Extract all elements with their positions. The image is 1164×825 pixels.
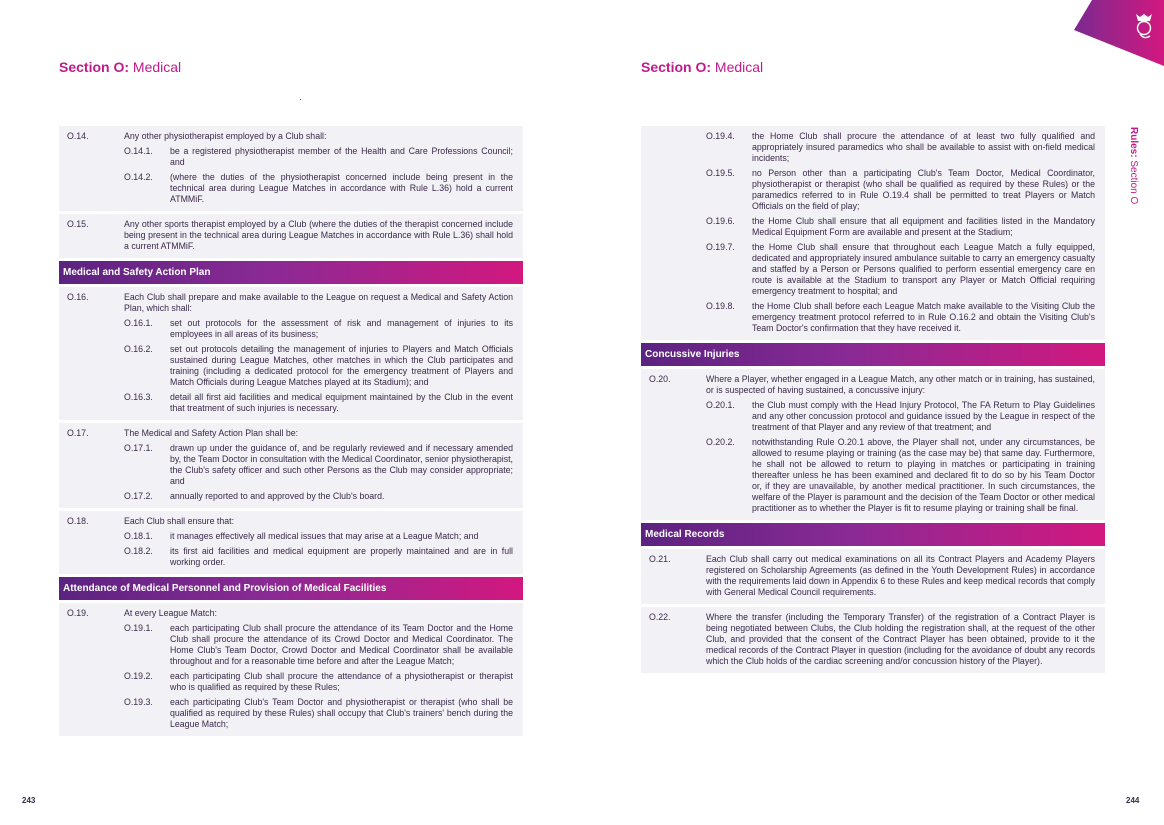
sub-rule xyxy=(124,671,513,693)
rule-number: O.19. xyxy=(67,608,89,618)
sub-rule-number: O.14.1. xyxy=(124,146,153,156)
sub-rule xyxy=(124,392,513,414)
rule-number: O.21. xyxy=(649,554,671,564)
rule-block xyxy=(59,126,523,211)
rule-text: Each Club shall carry out medical examinations on all its Contract Players and Academy Players registered on Scholarship Agreements (as defined in the Youth Development Rules) in accordance with the requirements laid down in Appendix 6 to these Rules and keep medical records that comply with General Medical Council requirements. xyxy=(706,554,1095,597)
rule-number: O.20. xyxy=(649,374,671,384)
left-column xyxy=(59,126,523,739)
sub-rule xyxy=(124,697,513,730)
sub-rule xyxy=(124,172,513,205)
sub-rule xyxy=(706,400,1095,433)
sub-rule-text: the Home Club shall ensure that throughout each League Match a fully equipped, dedicated and appropriately insured ambulance suitable to carry an emergency casualty and staffed by a Person or Persons qualified to perform essential emergency care en route is available at the Stadium to transport any Player or Match Official requiring emergency treatment to hospital; and xyxy=(752,242,1095,296)
sub-rule-number: O.19.6. xyxy=(706,216,735,226)
sub-rule xyxy=(124,443,513,487)
sub-rule-text: each participating Club shall procure the attendance of its Team Doctor and the Home Club shall procure the attendance of its Crowd Doctor and Medical Coordinator. The Home Club's Team Doctor, Crowd Doctor and Medical Coordinator shall be available throughout and for a reasonable time before and after the League Match; xyxy=(170,623,513,666)
sub-rule-number: O.19.1. xyxy=(124,623,153,633)
section-heading: Medical Records xyxy=(641,523,1105,546)
sub-rule-number: O.18.2. xyxy=(124,546,153,556)
sub-rule-text: its first aid facilities and medical equipment are properly maintained and are in full working order. xyxy=(170,546,513,567)
sub-rule xyxy=(124,531,513,542)
rule-text: Each Club shall ensure that: xyxy=(124,516,235,526)
sub-rule xyxy=(706,437,1095,514)
sub-rule-number: O.20.1. xyxy=(706,400,735,410)
section-title-right: Section O: Medical xyxy=(641,59,764,75)
rule-number xyxy=(649,131,706,334)
rule-number: O.15. xyxy=(67,219,89,229)
sub-rule-number: O.19.5. xyxy=(706,168,735,178)
sub-rule-text: each participating Club shall procure the attendance of a physiotherapist or therapist who is qualified as required by these Rules; xyxy=(170,671,513,692)
rule-number: O.22. xyxy=(649,612,671,622)
rule-block xyxy=(641,369,1105,520)
section-heading: Medical and Safety Action Plan xyxy=(59,261,523,284)
sub-rule-number: O.16.3. xyxy=(124,392,153,402)
sub-rule-text: notwithstanding Rule O.20.1 above, the Player shall not, under any circumstances, be allowed to resume playing or training (as the case may be) that same day. Furthermore, he shall not be allowed to return to playing in matches or participating in training thereafter unless he has been examined and declared fit to do so by his Team Doctor or, if they are unavailable, by another medical practitioner. In such circumstances, the welfare of the Player is paramount and the decision of the Team Doctor or other medical practitioner as to whether the Player is fit to resume playing or training shall be final. xyxy=(752,437,1095,513)
page-number-right: 244 xyxy=(1126,796,1140,805)
sub-rule xyxy=(706,131,1095,164)
sub-rule-number: O.19.3. xyxy=(124,697,153,707)
corner-ribbon xyxy=(1034,0,1164,70)
rule-text: Where a Player, whether engaged in a League Match, any other match or in training, has sustained, or is suspected of having sustained, a concussive injury: xyxy=(706,374,1095,395)
sub-rule xyxy=(124,491,513,502)
rule-text: The Medical and Safety Action Plan shall be: xyxy=(124,428,299,438)
sub-rule-number: O.18.1. xyxy=(124,531,153,541)
sub-rule xyxy=(124,546,513,568)
sub-rule xyxy=(124,146,513,168)
page-number-left: 243 xyxy=(22,796,36,805)
rule-block xyxy=(59,423,523,508)
sub-rule xyxy=(706,242,1095,297)
side-running-label: Rules: Section O xyxy=(1128,127,1139,205)
sub-rule-number: O.19.7. xyxy=(706,242,735,252)
sub-rule xyxy=(124,318,513,340)
sub-rule xyxy=(706,168,1095,212)
sub-rule-text: no Person other than a participating Club's Team Doctor, Medical Coordinator, physiotherapist or therapist (who shall be qualified as required by these Rules) or the paramedics referred to in Rule O.19.4 shall be permitted to treat Players or Match Officials on the field of play; xyxy=(752,168,1095,211)
rule-text: Each Club shall prepare and make available to the League on request a Medical and Safety Action Plan, which shall: xyxy=(124,292,513,313)
rule-block xyxy=(59,603,523,736)
sub-rule-number: O.19.4. xyxy=(706,131,735,141)
sub-rule xyxy=(706,301,1095,334)
stray-dot xyxy=(300,99,301,100)
sub-rule-text: set out protocols for the assessment of risk and management of injuries to its employees in all areas of its business; xyxy=(170,318,513,339)
sub-rule-number: O.16.2. xyxy=(124,344,153,354)
sub-rule-text: drawn up under the guidance of, and be regularly reviewed and if necessary amended by, the Team Doctor in consultation with the Medical Coordinator, senior physiotherapist, the Club's safety officer and such other Persons as the Club may consider appropriate; and xyxy=(170,443,513,486)
rule-block xyxy=(59,214,523,258)
sub-rule-number: O.17.2. xyxy=(124,491,153,501)
sub-rule xyxy=(124,623,513,667)
rule-block xyxy=(59,511,523,574)
rule-text: Any other physiotherapist employed by a Club shall: xyxy=(124,131,327,141)
sub-rule-text: (where the duties of the physiotherapist concerned include being present in the technical area during League Matches in accordance with Rule L.36) hold a current ATMMiF. xyxy=(170,172,513,204)
sub-rule-text: annually reported to and approved by the Club's board. xyxy=(170,491,385,501)
right-column xyxy=(641,126,1105,676)
rule-number: O.14. xyxy=(67,131,89,141)
rule-text: Where the transfer (including the Temporary Transfer) of the registration of a Contract Player is being negotiated between Clubs, the Club holding the registration shall, at the request of the other Club, and provided that the consent of the Contract Player has been obtained, provide to it the medical records of the Contract Player in question (including for the avoidance of doubt any records which the Club holds of the cardiac screening and/or concussion history of the Player). xyxy=(706,612,1095,666)
rule-block xyxy=(641,607,1105,673)
rule-text: Any other sports therapist employed by a Club (where the duties of the therapist concerned include being present in the technical area during League Matches in accordance with Rule L.36) shall hold a current ATMMiF. xyxy=(124,219,513,251)
rule-number: O.17. xyxy=(67,428,89,438)
sub-rule-text: be a registered physiotherapist member of the Health and Care Professions Council; and xyxy=(170,146,513,167)
sub-rule-number: O.19.8. xyxy=(706,301,735,311)
section-title-left: Section O: Medical xyxy=(59,59,182,75)
rule-block xyxy=(641,549,1105,604)
sub-rule-text: detail all first aid facilities and medical equipment maintained by the Club in the event that treatment of such injuries is necessary. xyxy=(170,392,513,413)
section-heading: Concussive Injuries xyxy=(641,343,1105,366)
rule-block xyxy=(59,287,523,420)
sub-rule-text: it manages effectively all medical issues that may arise at a League Match; and xyxy=(170,531,479,541)
sub-rule xyxy=(124,344,513,388)
sub-rule-number: O.20.2. xyxy=(706,437,735,447)
sub-rule-number: O.16.1. xyxy=(124,318,153,328)
rule-text: At every League Match: xyxy=(124,608,217,618)
sub-rule-number: O.14.2. xyxy=(124,172,153,182)
sub-rule-text: the Club must comply with the Head Injury Protocol, The FA Return to Play Guidelines and any other concussion protocol and guidance issued by the League in respect of the treatment of that Player and any review of that treatment; and xyxy=(752,400,1095,432)
sub-rule-text: set out protocols detailing the management of injuries to Players and Match Officials sustained during League Matches, other matches in which the Club participates and training (including a dedicated protocol for the emergency treatment of Players and Match Officials during League Matches played at its Stadium); and xyxy=(170,344,513,387)
rule-block xyxy=(641,126,1105,340)
rule-number: O.18. xyxy=(67,516,89,526)
sub-rule xyxy=(706,216,1095,238)
sub-rule-text: the Home Club shall ensure that all equipment and facilities listed in the Mandatory Medical Equipment Form are available and present at the Stadium; xyxy=(752,216,1095,237)
sub-rule-text: the Home Club shall before each League Match make available to the Visiting Club the emergency treatment protocol referred to in Rule O.16.2 and obtain the Visiting Club's Team Doctor's confirmation that they have received it. xyxy=(752,301,1095,333)
sub-rule-number: O.17.1. xyxy=(124,443,153,453)
section-heading: Attendance of Medical Personnel and Provision of Medical Facilities xyxy=(59,577,523,600)
sub-rule-number: O.19.2. xyxy=(124,671,153,681)
rule-number: O.16. xyxy=(67,292,89,302)
sub-rule-text: the Home Club shall procure the attendance of at least two fully qualified and appropriately insured paramedics who shall be available to assist with on-field medical incidents; xyxy=(752,131,1095,163)
sub-rule-text: each participating Club's Team Doctor and physiotherapist or therapist (who shall be qualified as required by these Rules) shall occupy that Club's trainers' bench during the League Match; xyxy=(170,697,513,729)
